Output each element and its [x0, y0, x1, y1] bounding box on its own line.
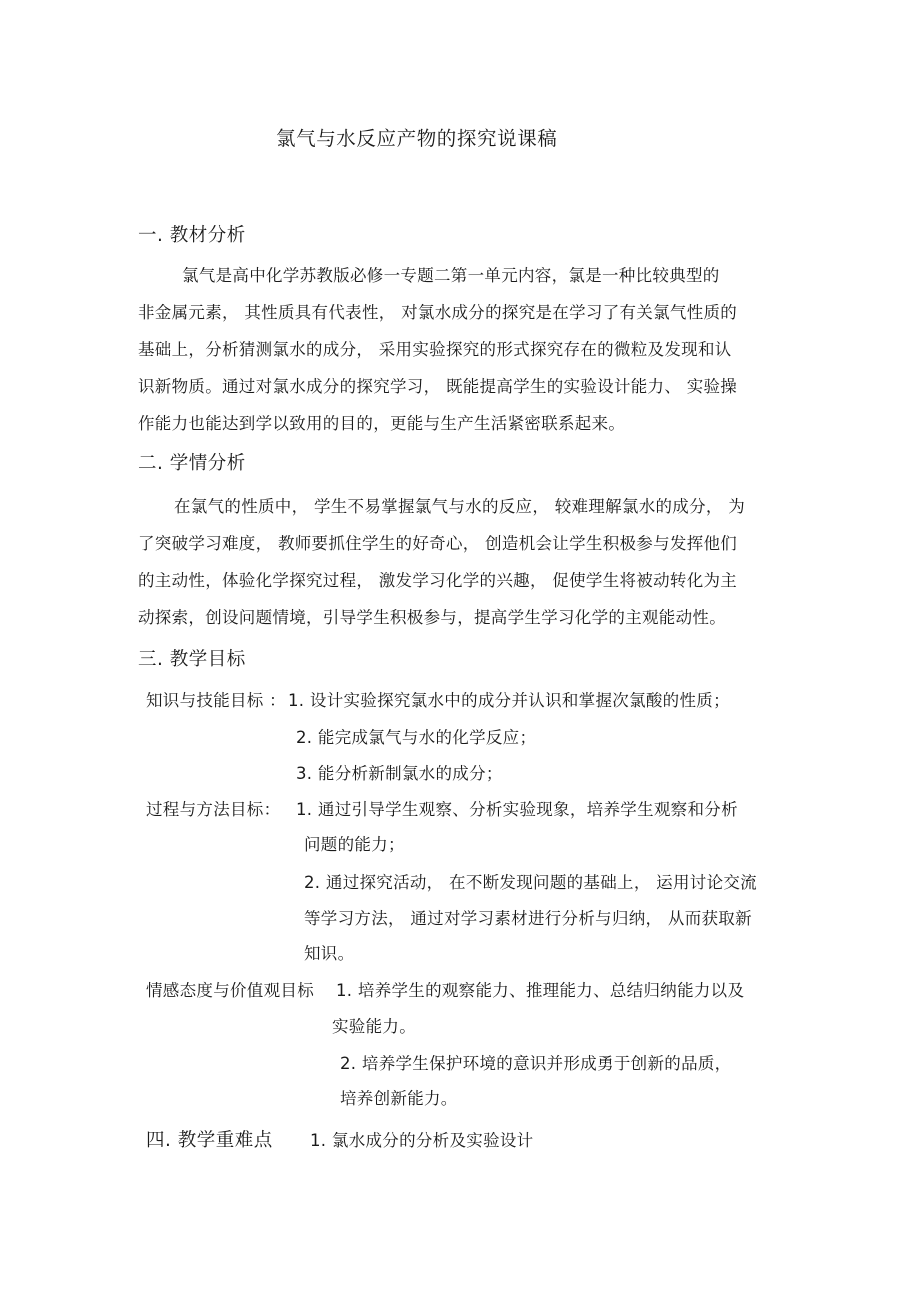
process-goal-line: 问题的能力；: [304, 835, 405, 854]
paragraph-line: 作能力也能达到学以致用的目的，更能与生产生活紧密联系起来。: [138, 414, 626, 433]
knowledge-goal-item: 3. 能分析新制氯水的成分；: [296, 764, 503, 783]
knowledge-goal-item: 1. 设计实验探究氯水中的成分并认识和掌握次氯酸的性质；: [288, 691, 730, 710]
emotion-goal-line: 2. 培养学生保护环境的意识并形成勇于创新的品质，: [340, 1054, 732, 1073]
process-goal-line: 等学习方法， 通过对学习素材进行分析与归纳， 从而获取新: [304, 909, 752, 928]
process-goal-line: 2. 通过探究活动， 在不断发现问题的基础上， 运用讨论交流: [304, 873, 757, 892]
emotion-goal-line: 实验能力。: [332, 1017, 416, 1036]
process-goal-line: 知识。: [304, 944, 355, 963]
paragraph-line: 基础上，分析猜测氯水的成分， 采用实验探究的形式探究存在的微粒及发现和认: [138, 340, 732, 359]
emotion-goal-label: 情感态度与价值观目标: [146, 981, 314, 1000]
section-heading-key-points: 四. 教学重难点: [146, 1130, 273, 1151]
key-point-item: 1. 氯水成分的分析及实验设计: [310, 1131, 534, 1150]
section-heading-student-analysis: 二. 学情分析: [138, 453, 246, 474]
knowledge-goal-label: 知识与技能目标 ：: [146, 691, 286, 710]
paragraph-line: 氯气是高中化学苏教版必修一专题二第一单元内容，氯是一种比较典型的: [182, 266, 720, 285]
document-title: 氯气与水反应产物的探究说课稿: [276, 127, 558, 150]
paragraph-line: 动探索，创设问题情境，引导学生积极参与，提高学生学习化学的主观能动性。: [138, 608, 726, 627]
emotion-goal-line: 1. 培养学生的观察能力、推理能力、总结归纳能力以及: [336, 981, 745, 1000]
process-goal-label: 过程与方法目标：: [146, 800, 281, 819]
emotion-goal-line: 培养创新能力。: [340, 1089, 458, 1108]
paragraph-line: 在氯气的性质中， 学生不易掌握氯气与水的反应， 较难理解氯水的成分， 为: [174, 497, 746, 516]
paragraph-line: 的主动性，体验化学探究过程， 激发学习化学的兴趣， 促使学生将被动转化为主: [138, 571, 738, 590]
paragraph-line: 非金属元素， 其性质具有代表性， 对氯水成分的探究是在学习了有关氯气性质的: [138, 303, 738, 322]
knowledge-goal-item: 2. 能完成氯气与水的化学反应；: [296, 728, 537, 747]
section-heading-teaching-goals: 三. 教学目标: [138, 649, 246, 670]
section-heading-textbook-analysis: 一. 教材分析: [138, 225, 246, 246]
paragraph-line: 识新物质。通过对氯水成分的探究学习， 既能提高学生的实验设计能力、 实验操: [138, 377, 738, 396]
paragraph-line: 了突破学习难度， 教师要抓住学生的好奇心， 创造机会让学生积极参与发挥他们: [138, 534, 738, 553]
process-goal-line: 1. 通过引导学生观察、分析实验现象，培养学生观察和分析: [296, 800, 738, 819]
